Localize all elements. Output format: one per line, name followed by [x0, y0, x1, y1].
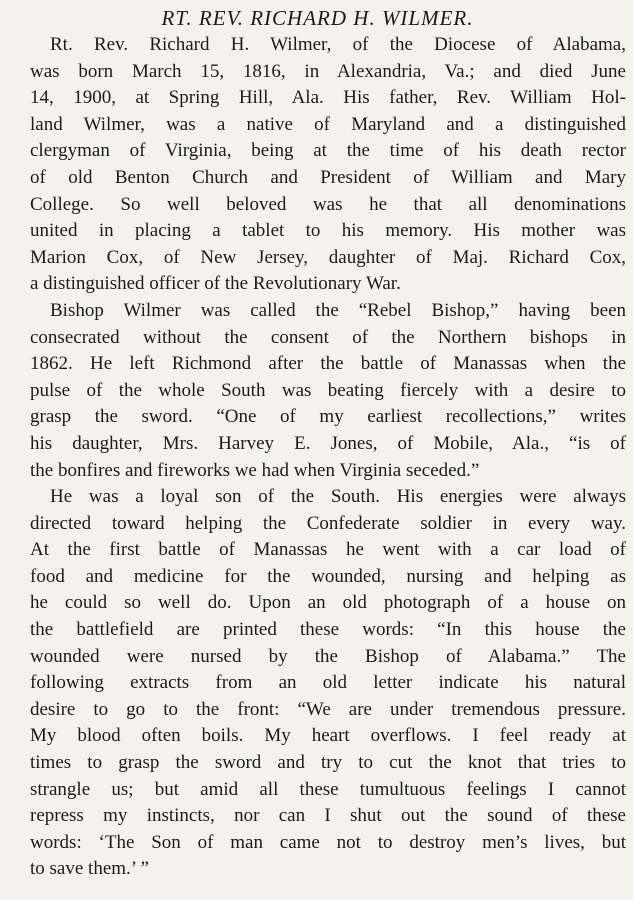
text-line: 14, 1900, at Spring Hill, Ala. His father, Rev. William Hol-: [30, 87, 626, 109]
page-title: RT. REV. RICHARD H. WILMER.: [161, 6, 474, 30]
text-line: a distinguished officer of the Revolutionary War.: [30, 273, 401, 295]
text-line: repress my instincts, nor can I shut out the sound of these: [30, 805, 626, 827]
text-line: the battlefield are printed these words: “In this house the: [30, 619, 626, 641]
paragraph-2: [9, 298, 626, 484]
text-line: strangle us; but amid all these tumultuous feelings I cannot: [30, 778, 626, 800]
text-line: He was a loyal son of the South. His energies were always: [50, 486, 626, 508]
text-line: pulse of the whole South was beating fiercely with a desire to: [30, 379, 626, 401]
text-line: land Wilmer, was a native of Maryland and a distinguished: [30, 113, 626, 135]
text-line: Bishop Wilmer was called the “Rebel Bishop,” having been: [50, 299, 626, 321]
text-line: his daughter, Mrs. Harvey E. Jones, of Mobile, Ala., “is of: [30, 432, 626, 454]
text-line: united in placing a tablet to his memory. His mother was: [30, 220, 626, 242]
text-line: the bonfires and fireworks we had when Virginia seceded.”: [30, 459, 480, 481]
paragraph-1: [9, 32, 626, 298]
text-line: of old Benton Church and President of William and Mary: [30, 166, 626, 188]
text-line: to save them.’ ”: [30, 858, 149, 880]
text-line: desire to go to the front: “We are under tremendous pressure.: [30, 698, 626, 720]
text-line: grasp the sword. “One of my earliest recollections,” writes: [30, 406, 626, 428]
text-line: At the first battle of Manassas he went with a car load of: [30, 539, 626, 561]
text-line: wounded were nursed by the Bishop of Alabama.” The: [30, 645, 626, 667]
text-line: following extracts from an old letter indicate his natural: [30, 672, 626, 694]
text-line: was born March 15, 1816, in Alexandria, Va.; and died June: [30, 60, 626, 82]
text-line: times to grasp the sword and try to cut the knot that tries to: [30, 752, 626, 774]
text-line: he could so well do. Upon an old photograph of a house on: [30, 592, 626, 614]
text-line: Marion Cox, of New Jersey, daughter of Maj. Richard Cox,: [30, 246, 626, 268]
text-line: consecrated without the consent of the Northern bishops in: [30, 326, 626, 348]
text-line: food and medicine for the wounded, nursing and helping as: [30, 565, 626, 587]
text-line: Rt. Rev. Richard H. Wilmer, of the Diocese of Alabama,: [50, 34, 626, 55]
text-line: clergyman of Virginia, being at the time of his death rector: [30, 140, 626, 162]
text-line: 1862. He left Richmond after the battle of Manassas when the: [30, 353, 626, 375]
text-line: directed toward helping the Confederate soldier in every way.: [30, 512, 626, 534]
text-line: My blood often boils. My heart overflows. I feel ready at: [30, 725, 626, 747]
text-line: College. So well beloved was he that all denominations: [30, 193, 626, 215]
paragraph-3: [9, 484, 626, 883]
text-line: words: ‘The Son of man came not to destroy men’s lives, but: [30, 831, 626, 853]
